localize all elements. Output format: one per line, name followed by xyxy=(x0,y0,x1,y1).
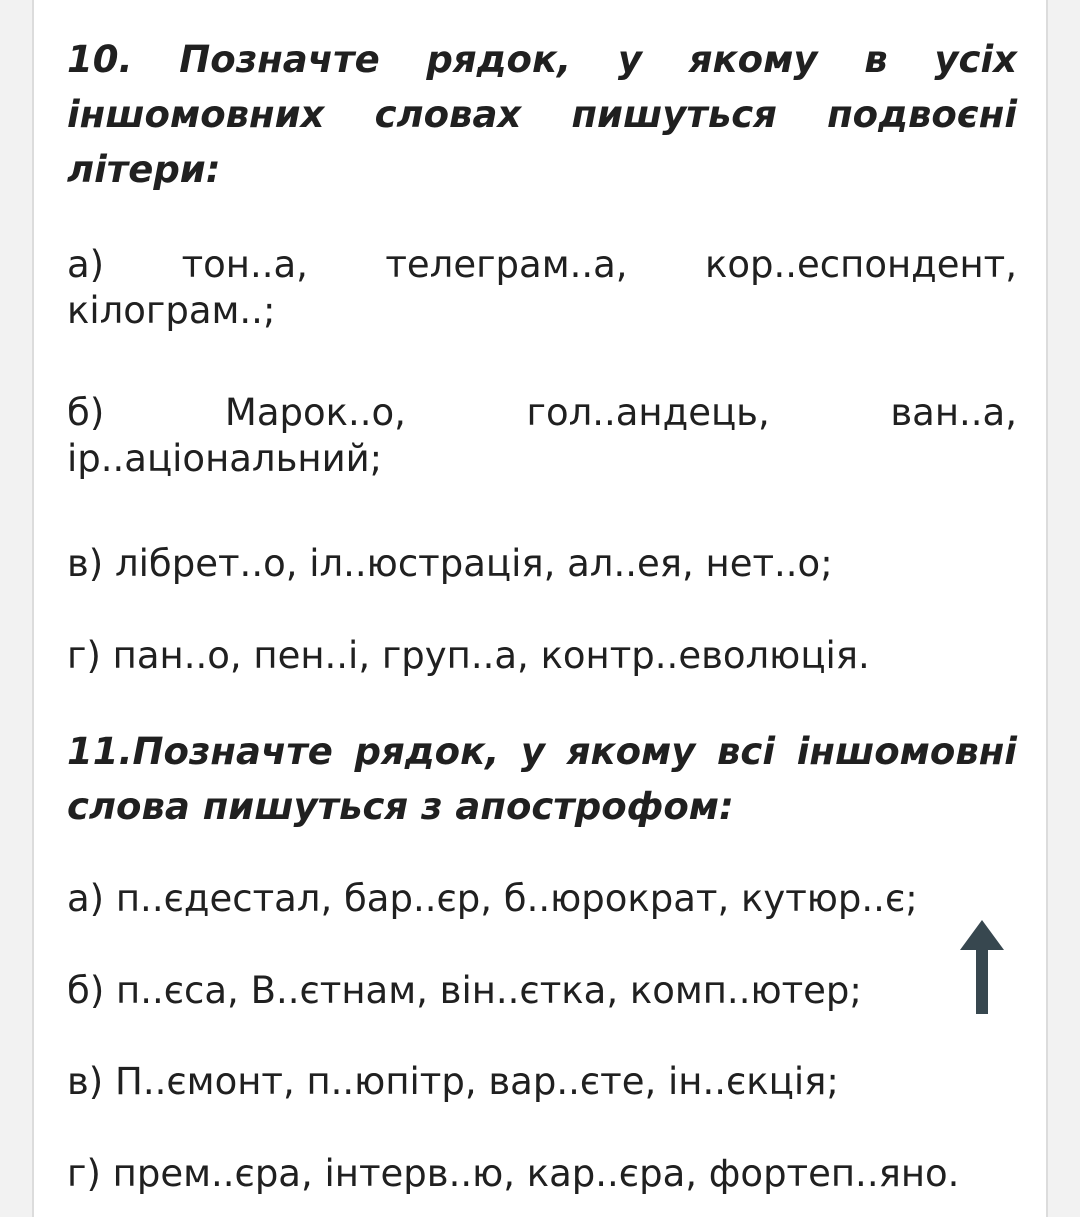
page-panel xyxy=(32,0,1048,1217)
question-11-option-b: б) п..єса, В..єтнам, він..єтка, комп..ютер; xyxy=(67,969,862,1012)
arrow-up-icon xyxy=(958,918,1006,1016)
question-10-option-d: г) пан..о, пен..і, груп..а, контр..еволюція. xyxy=(67,634,870,677)
question-10-option-b: б) Марок..о, гол..андець, ван..а, ір..аціональний; xyxy=(67,391,1017,480)
question-10-title: 10. Позначте рядок, у якому в усіх іншомовних словах пишуться подвоєні літери: xyxy=(67,38,1017,191)
scroll-to-top-button[interactable] xyxy=(958,918,1006,1016)
question-11-title: 11.Позначте рядок, у якому всі іншомовні слова пишуться з апострофом: xyxy=(67,730,1017,828)
question-11-option-c: в) П..ємонт, п..юпітр, вар..єте, ін..єкція; xyxy=(67,1060,839,1103)
question-10-option-a: а) тон..а, телеграм..а, кор..еспондент, кілограм..; xyxy=(67,243,1017,332)
question-10-option-c: в) лібрет..о, іл..юстрація, ал..ея, нет..о; xyxy=(67,542,833,585)
question-11-option-a: а) п..єдестал, бар..єр, б..юрократ, кутюр..є; xyxy=(67,877,918,920)
question-11-option-d: г) прем..єра, інтерв..ю, кар..єра, фортеп..яно. xyxy=(67,1152,960,1195)
